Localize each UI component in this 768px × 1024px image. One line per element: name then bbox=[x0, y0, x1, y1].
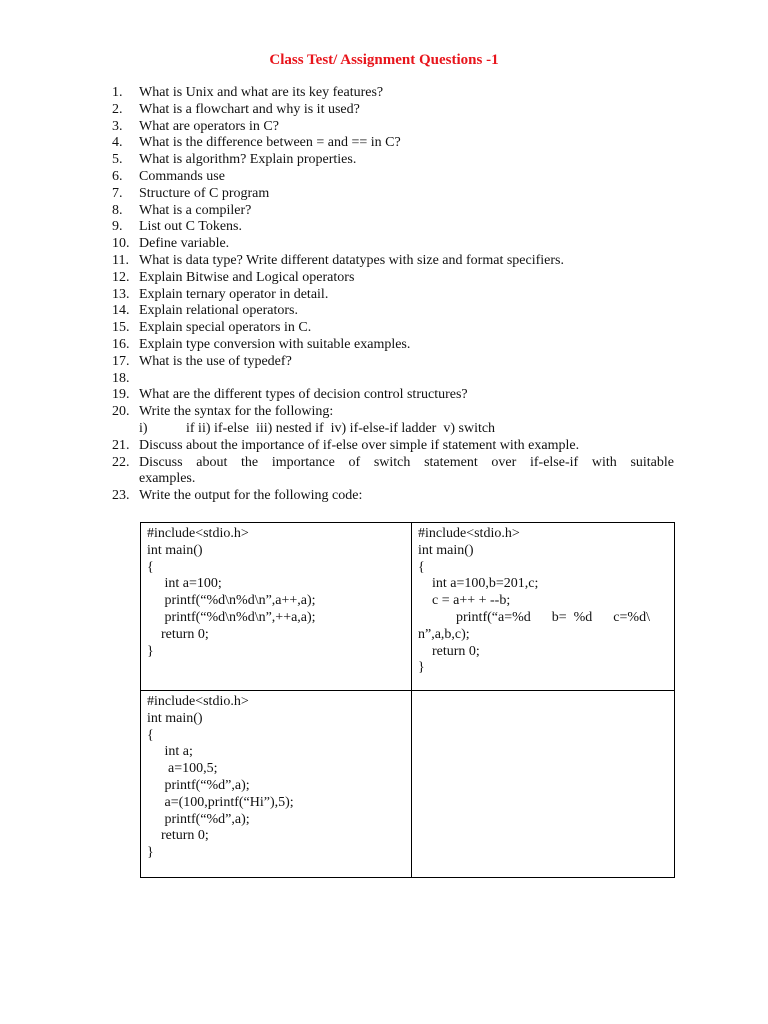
list-item bbox=[112, 102, 674, 119]
list-item bbox=[112, 371, 674, 388]
page-title: Class Test/ Assignment Questions -1 bbox=[269, 52, 499, 68]
code-cell bbox=[141, 523, 412, 691]
sub-option-text: if ii) if-else iii) nested if iv) if-else-if ladder v) switch bbox=[186, 420, 496, 436]
sub-option-number: i) bbox=[139, 420, 148, 436]
code-table bbox=[140, 522, 675, 878]
table-row bbox=[141, 691, 675, 878]
list-item bbox=[112, 270, 674, 287]
code-line: int a; bbox=[147, 744, 193, 760]
list-item bbox=[112, 488, 674, 505]
question-number: 8. bbox=[112, 202, 123, 218]
code-line: a=100,5; bbox=[147, 761, 218, 777]
code-line: a=(100,printf(“Hi”),5); bbox=[147, 794, 294, 810]
question-text: Write the output for the following code: bbox=[139, 488, 363, 504]
list-item bbox=[112, 287, 674, 304]
question-text: Explain type conversion with suitable examples. bbox=[139, 336, 411, 352]
code-line: printf(“%d”,a); bbox=[147, 811, 250, 827]
question-text: List out C Tokens. bbox=[139, 219, 242, 235]
list-item bbox=[112, 152, 674, 169]
question-number: 9. bbox=[112, 219, 123, 235]
code-line: return 0; bbox=[147, 828, 209, 844]
list-item bbox=[112, 303, 674, 320]
question-text: Explain Bitwise and Logical operators bbox=[139, 269, 355, 285]
question-number: 23. bbox=[112, 488, 130, 504]
question-text: Discuss about the importance of if-else over simple if statement with example. bbox=[139, 437, 580, 453]
empty-cell bbox=[412, 691, 675, 878]
question-text: What are the different types of decision control structures? bbox=[139, 387, 468, 403]
question-text: Explain ternary operator in detail. bbox=[139, 286, 329, 302]
question-text-line: examples. bbox=[139, 471, 196, 487]
code-line: int a=100; bbox=[147, 576, 222, 592]
code-line: #include<stdio.h> bbox=[147, 694, 249, 709]
list-item bbox=[112, 438, 674, 455]
question-number: 20. bbox=[112, 404, 130, 420]
question-text: What is the difference between = and == in C? bbox=[139, 135, 401, 151]
question-number: 1. bbox=[112, 85, 123, 100]
question-number: 3. bbox=[112, 118, 123, 134]
list-item bbox=[112, 186, 674, 203]
code-line: { bbox=[147, 727, 154, 743]
question-text: What is Unix and what are its key features? bbox=[139, 85, 384, 100]
code-line: } bbox=[147, 845, 154, 861]
question-text: What are operators in C? bbox=[139, 118, 279, 134]
question-text: What is algorithm? Explain properties. bbox=[139, 152, 357, 168]
code-line: c = a++ + --b; bbox=[418, 593, 511, 609]
list-item bbox=[112, 253, 674, 270]
table-row bbox=[141, 523, 675, 691]
question-text: What is data type? Write different datatypes with size and format specifiers. bbox=[139, 252, 564, 268]
code-line: int main() bbox=[147, 710, 203, 726]
question-text: What is a compiler? bbox=[139, 202, 252, 218]
question-number: 5. bbox=[112, 152, 123, 168]
question-text: Define variable. bbox=[139, 236, 230, 252]
question-text: Explain special operators in C. bbox=[139, 320, 312, 336]
list-item bbox=[112, 119, 674, 136]
question-number: 21. bbox=[112, 437, 130, 453]
code-line: } bbox=[418, 660, 425, 676]
list-item bbox=[112, 455, 674, 489]
code-line: #include<stdio.h> bbox=[418, 526, 520, 541]
question-number: 6. bbox=[112, 168, 123, 184]
question-text: Structure of C program bbox=[139, 185, 270, 201]
code-line: int main() bbox=[147, 542, 203, 558]
question-number: 19. bbox=[112, 387, 130, 403]
question-number: 11. bbox=[112, 252, 129, 268]
list-item bbox=[112, 337, 674, 354]
question-list bbox=[112, 85, 674, 505]
question-number: 12. bbox=[112, 269, 130, 285]
question-number: 4. bbox=[112, 135, 123, 151]
question-text: Explain relational operators. bbox=[139, 303, 298, 319]
list-item bbox=[112, 354, 674, 371]
code-line: printf(“%d”,a); bbox=[147, 777, 250, 793]
list-item bbox=[112, 404, 674, 421]
question-number: 2. bbox=[112, 101, 123, 117]
question-number: 16. bbox=[112, 336, 130, 352]
code-line: } bbox=[147, 643, 154, 659]
question-number: 18. bbox=[112, 370, 130, 386]
question-text-line: Discuss about the importance of switch statement over if-else-if with suitable bbox=[139, 454, 674, 470]
code-line: return 0; bbox=[418, 643, 480, 659]
question-text bbox=[139, 455, 674, 489]
question-number: 14. bbox=[112, 303, 130, 319]
code-line: { bbox=[418, 559, 425, 575]
list-item bbox=[112, 85, 674, 102]
list-item bbox=[112, 169, 674, 186]
list-item bbox=[112, 135, 674, 152]
sub-options bbox=[112, 421, 674, 438]
code-cell bbox=[141, 691, 412, 878]
question-number: 22. bbox=[112, 454, 130, 470]
code-line: n”,a,b,c); bbox=[418, 626, 470, 642]
list-item bbox=[112, 203, 674, 220]
list-item bbox=[112, 236, 674, 253]
code-line: printf(“%d\n%d\n”,a++,a); bbox=[147, 593, 316, 609]
question-text: What is a flowchart and why is it used? bbox=[139, 101, 360, 117]
question-number: 15. bbox=[112, 320, 130, 336]
question-number: 13. bbox=[112, 286, 130, 302]
list-item bbox=[112, 320, 674, 337]
question-number: 7. bbox=[112, 185, 123, 201]
question-text: Commands use bbox=[139, 168, 225, 184]
code-line: #include<stdio.h> bbox=[147, 526, 249, 541]
list-item bbox=[112, 387, 674, 404]
code-line: printf(“%d\n%d\n”,++a,a); bbox=[147, 609, 316, 625]
question-number: 10. bbox=[112, 236, 130, 252]
question-text: Write the syntax for the following: bbox=[139, 404, 334, 420]
code-line: return 0; bbox=[147, 626, 209, 642]
code-line: int main() bbox=[418, 542, 474, 558]
question-number: 17. bbox=[112, 353, 130, 369]
code-cell bbox=[412, 523, 675, 691]
list-item bbox=[112, 219, 674, 236]
code-line: int a=100,b=201,c; bbox=[418, 576, 539, 592]
code-line: printf(“a=%d b= %d c=%d\ bbox=[456, 609, 650, 625]
code-line: { bbox=[147, 559, 154, 575]
question-text: What is the use of typedef? bbox=[139, 353, 292, 369]
